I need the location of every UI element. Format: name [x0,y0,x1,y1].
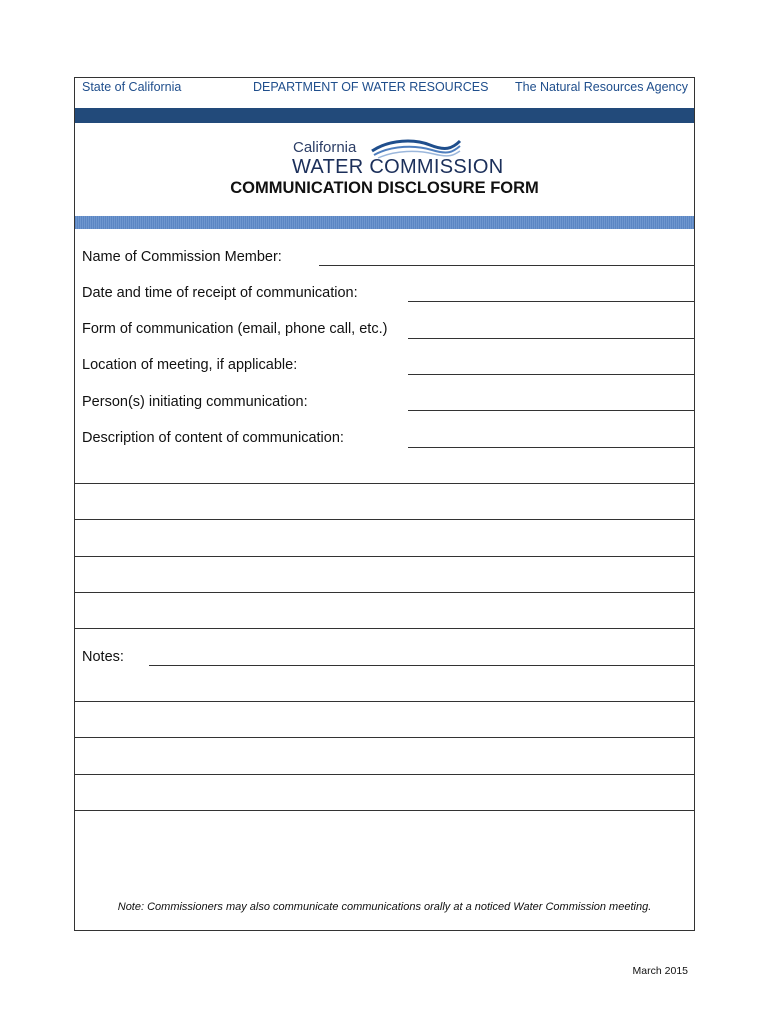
disclosure-form [74,77,695,931]
logo-california-text: California [293,139,357,156]
logo-water-commission-text: WATER COMMISSION [292,156,504,178]
header-band [75,108,694,123]
description-line[interactable] [75,483,694,484]
description-line[interactable] [75,556,694,557]
date-time-field[interactable] [408,301,694,302]
form-header [75,78,694,108]
water-commission-logo [290,135,504,183]
description-line[interactable] [75,628,694,629]
notes-line[interactable] [75,774,694,775]
field-label-persons: Person(s) initiating communication: [82,394,308,410]
member-name-field[interactable] [319,265,694,266]
revision-date: March 2015 [632,965,688,977]
description-line[interactable] [75,592,694,593]
title-band [75,216,694,229]
notes-line[interactable] [75,737,694,738]
field-label-form-of-communication: Form of communication (email, phone call, etc.) [82,321,388,337]
form-of-communication-field[interactable] [408,338,694,339]
location-field[interactable] [408,374,694,375]
description-line[interactable] [75,519,694,520]
header-agency: The Natural Resources Agency [514,80,688,94]
field-label-date-time: Date and time of receipt of communication: [82,285,358,301]
notes-label: Notes: [82,649,124,665]
header-department: DEPARTMENT OF WATER RESOURCES [253,80,489,94]
field-label-member-name: Name of Commission Member: [82,249,282,265]
field-label-location: Location of meeting, if applicable: [82,357,298,373]
form-title: COMMUNICATION DISCLOSURE FORM [230,179,539,197]
notes-field[interactable] [149,665,694,666]
notes-line[interactable] [75,701,694,702]
description-field[interactable] [408,447,694,448]
persons-field[interactable] [408,410,694,411]
header-state: State of California [82,80,182,94]
field-label-description: Description of content of communication: [82,430,344,446]
notes-line[interactable] [75,810,694,811]
footnote: Note: Commissioners may also communicate communications orally at a noticed Water Commission meeting. [117,901,652,913]
